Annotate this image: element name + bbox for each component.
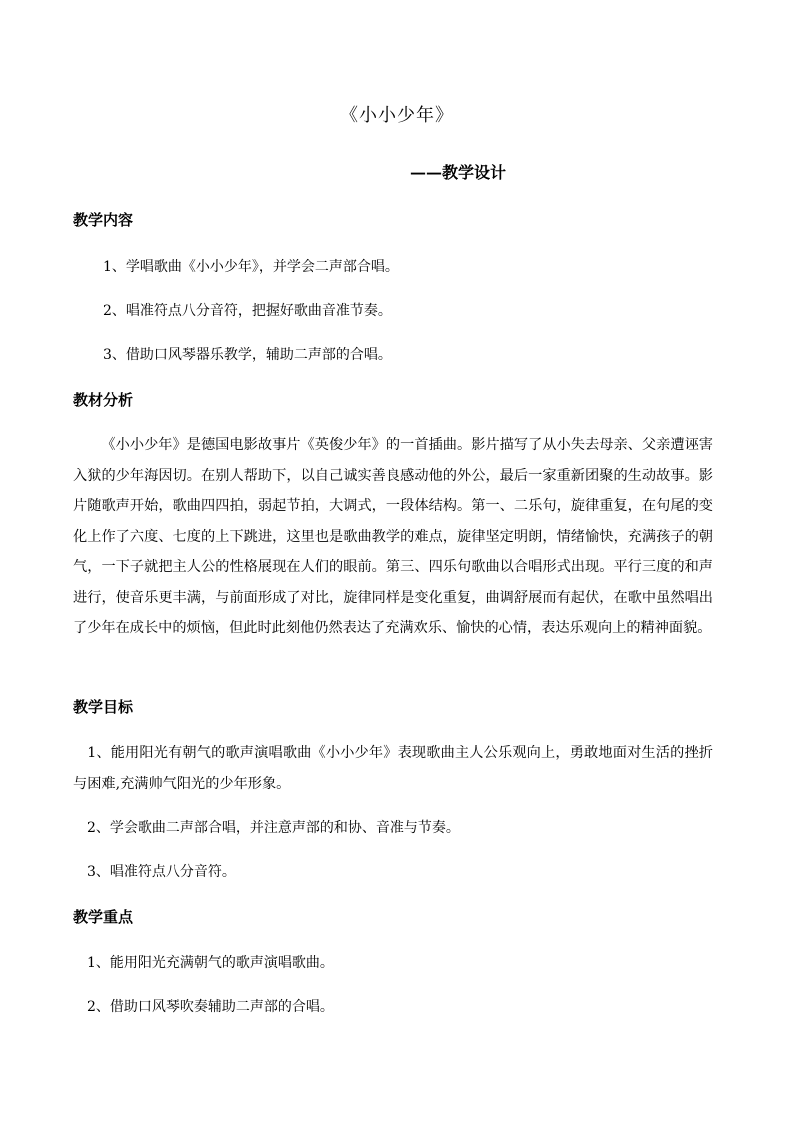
section-heading-key-points: 教学重点	[73, 908, 134, 926]
section-heading-analysis: 教材分析	[73, 391, 134, 409]
goals-item-3: 3、唱准符点八分音符。	[87, 864, 236, 880]
document-subtitle: ——教学设计	[410, 163, 507, 182]
goals-item-1: 1、能用阳光有朝气的歌声演唱歌曲《小小少年》表现歌曲主人公乐观向上，勇敢地面对生活的挫折与困难,充满帅气阳光的少年形象。	[73, 745, 713, 792]
document-title: 《小小少年》	[340, 105, 454, 126]
key-point-item-2: 2、借助口风琴吹奏辅助二声部的合唱。	[87, 999, 334, 1015]
analysis-paragraph: 《小小少年》是德国电影故事片《英俊少年》的一首插曲。影片描写了从小失去母亲、父亲遭诬害入狱的少年海因切。在别人帮助下，以自己诚实善良感动他的外公，最后一家重新团聚的生动故事。影片随歌声开始，歌曲四四拍，弱起节拍，大调式，一段体结构。第一、二乐句，旋律重复，在句尾的变化上作了六度、七度的上下跳进，这里也是歌曲教学的难点，旋律坚定明朗，情绪愉快，充满孩子的朝气，一下子就把主人公的性格展现在人们的眼前。第三、四乐句歌曲以合唱形式出现。平行三度的和声进行，使音乐更丰满，与前面形成了对比，旋律同样是变化重复，曲调舒展而有起伏，在歌中虽然唱出了少年在成长中的烦恼，但此时此刻他仍然表达了充满欢乐、愉快的心情，表达乐观向上的精神面貌。	[73, 437, 713, 636]
section-heading-content: 教学内容	[73, 211, 134, 229]
goals-item-2: 2、学会歌曲二声部合唱，并注意声部的和协、音准与节奏。	[87, 820, 460, 836]
key-point-item-1: 1、能用阳光充满朝气的歌声演唱歌曲。	[87, 955, 334, 971]
section-heading-goals: 教学目标	[73, 698, 134, 716]
content-item-3: 3、借助口风琴器乐教学，辅助二声部的合唱。	[103, 347, 392, 363]
content-item-2: 2、唱准符点八分音符，把握好歌曲音准节奏。	[103, 303, 392, 319]
content-item-1: 1、学唱歌曲《小小少年》，并学会二声部合唱。	[103, 259, 399, 275]
